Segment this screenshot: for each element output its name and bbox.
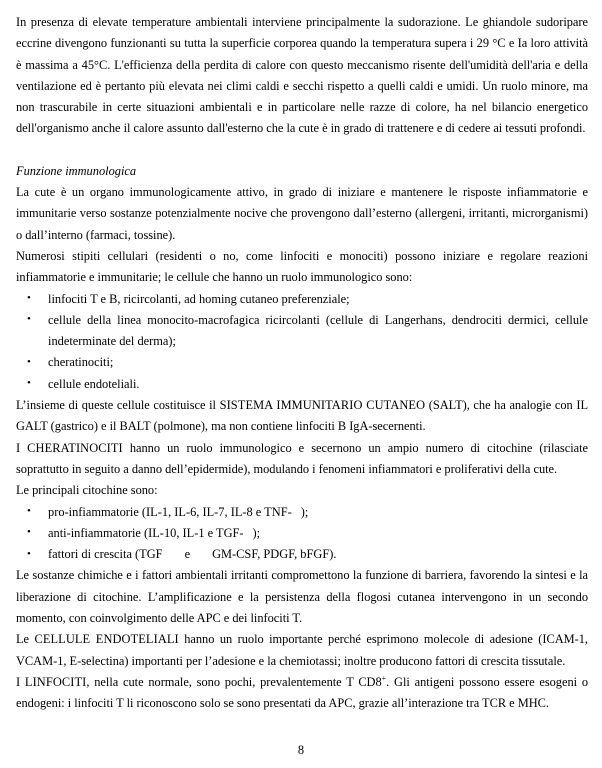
- list-item-label-suffix: );: [300, 504, 309, 519]
- list-item-label-suffix: );: [252, 525, 261, 540]
- heading-funzione-immunologica: Funzione immunologica: [16, 163, 137, 178]
- lymphocytes-term: LINFOCITI: [24, 674, 87, 689]
- keratinocytes-lead-text: I: [16, 440, 28, 455]
- list-item-label: linfociti T e B, ricircolanti, ad homing cutaneo preferenziale;: [48, 291, 350, 306]
- endothelial-term: CELLULE ENDOTELIALI: [34, 632, 179, 647]
- paragraph-endothelial-cells: [16, 629, 588, 672]
- list-item: [27, 502, 588, 523]
- keratinocytes-term: CHERATINOCITI: [27, 440, 123, 455]
- list-item-label: cellule della linea monocito-macrofagica ricircolanti (cellule di Langerhans, dendrociti dermici, cellule indeterminate del derma);: [48, 312, 588, 349]
- list-item: [27, 523, 588, 544]
- paragraph-immune-intro: La cute è un organo immunologicamente attivo, in grado di iniziare e mantenere le risposte infiammatorie e immunitarie verso sostanze potenzialmente nocive che provengono dall’esterno (allergeni, irritanti, microrganismi) o dall’interno (farmaci, tossine).: [16, 185, 588, 242]
- endothelial-rest-text: hanno un ruolo importante perché esprimono molecole di adesione (ICAM-1, VCAM-1, E-selectina) importanti per l’adesione e la chemiotassi; inoltre producono fattori di crescita tissutale.: [16, 632, 588, 668]
- list-item: [27, 352, 588, 373]
- lymphocytes-mid-text: , nella cute normale, sono pochi, prevalentemente T CD8: [86, 674, 382, 689]
- lymphocytes-rest-text: . Gli antigeni possono essere esogeni o endogeni: i linfociti T li riconoscono solo se sono presentati da APC, grazie all’interazione tra TCR e MHC.: [16, 674, 589, 711]
- paragraph-chemicals: Le sostanze chimiche e i fattori ambientali irritanti compromettono la funzione di barriera, favorendo la sintesi e la liberazione di citochine. L’amplificazione e la persistenza della flogosi cutanea intervengono in un secondo momento, con coinvolgimento delle APC e dei linfociti T.: [16, 568, 588, 626]
- list-item-label: anti-infiammatorie (IL-10, IL-1 e TGF-: [48, 525, 244, 540]
- paragraph-spacer: [16, 140, 588, 161]
- list-item-label: cheratinociti;: [48, 355, 114, 370]
- list-item: [27, 374, 588, 395]
- paragraph-salt: [16, 395, 588, 438]
- paragraph-thermoregulation: In presenza di elevate temperature ambientali interviene principalmente la sudorazione. Le ghiandole sudoripare eccrine divengono funzionanti su tutta la superficie corporea quando la temperatura supera i 29 °C e Ia loro attività è massima a 45°C. L'efficienza della perdita di calore con questo meccanismo risente dell'umidità dell'aria e della ventilazione ed è pertanto più elevata nei climi caldi e secchi rispetto a quelli caldi e umidi. Un ruolo minore, ma non trascurabile in certe situazioni ambientali e in particolare nelle razze di colore, ha nel bilancio energetico dell'organismo anche il calore assunto dall'esterno che la cute è in grado di trattenere e di cedere ai tessuti profondi.: [16, 15, 588, 136]
- paragraph-lymphocytes: [16, 672, 588, 715]
- list-item: [27, 544, 588, 565]
- keratinocytes-rest-text: hanno un ruolo immunologico e secernono un ampio numero di citochine (rilasciate soprattutto in seguito a danno dell’epidermide), modulando i fenomeni infiammatori e proliferativi della cute.: [16, 440, 589, 476]
- cd8-superscript-plus: +: [381, 673, 387, 683]
- list-item-label: cellule endoteliali.: [48, 376, 140, 391]
- list-item: [27, 289, 588, 310]
- list-immune-cells: [16, 289, 588, 395]
- paragraph-cytokines-intro: Le principali citochine sono:: [16, 483, 158, 498]
- list-item-label-conj: e: [184, 547, 191, 562]
- paragraph-keratinocytes: [16, 438, 588, 481]
- list-item-label: fattori di crescita (TGF: [48, 547, 163, 562]
- endothelial-lead-text: Le: [16, 632, 35, 647]
- salt-term: SISTEMA IMMUNITARIO CUTANEO: [219, 398, 426, 413]
- list-item-label: pro-infiammatorie (IL-1, IL-6, IL-7, IL-8 e TNF-: [48, 504, 292, 519]
- page-number: 8: [297, 743, 305, 757]
- paragraph-cell-lines-intro: Numerosi stipiti cellulari (residenti o no, come linfociti e monociti) possono iniziare e regolare reazioni infiammatorie e immunitarie; le cellule che hanno un ruolo immunologico sono:: [16, 248, 588, 285]
- list-item: [27, 310, 588, 353]
- list-item-label-suffix: GM-CSF, PDGF, bFGF).: [212, 547, 337, 562]
- list-cytokines: [16, 502, 588, 566]
- salt-rest-text: (SALT), che ha analogie con IL GALT (gastrico) e il BALT (polmone), ma non contiene linfociti B IgA-secernenti.: [16, 398, 588, 434]
- salt-lead-text: L’insieme di queste cellule costituisce il: [16, 398, 220, 413]
- lymphocytes-lead-text: I: [16, 674, 25, 689]
